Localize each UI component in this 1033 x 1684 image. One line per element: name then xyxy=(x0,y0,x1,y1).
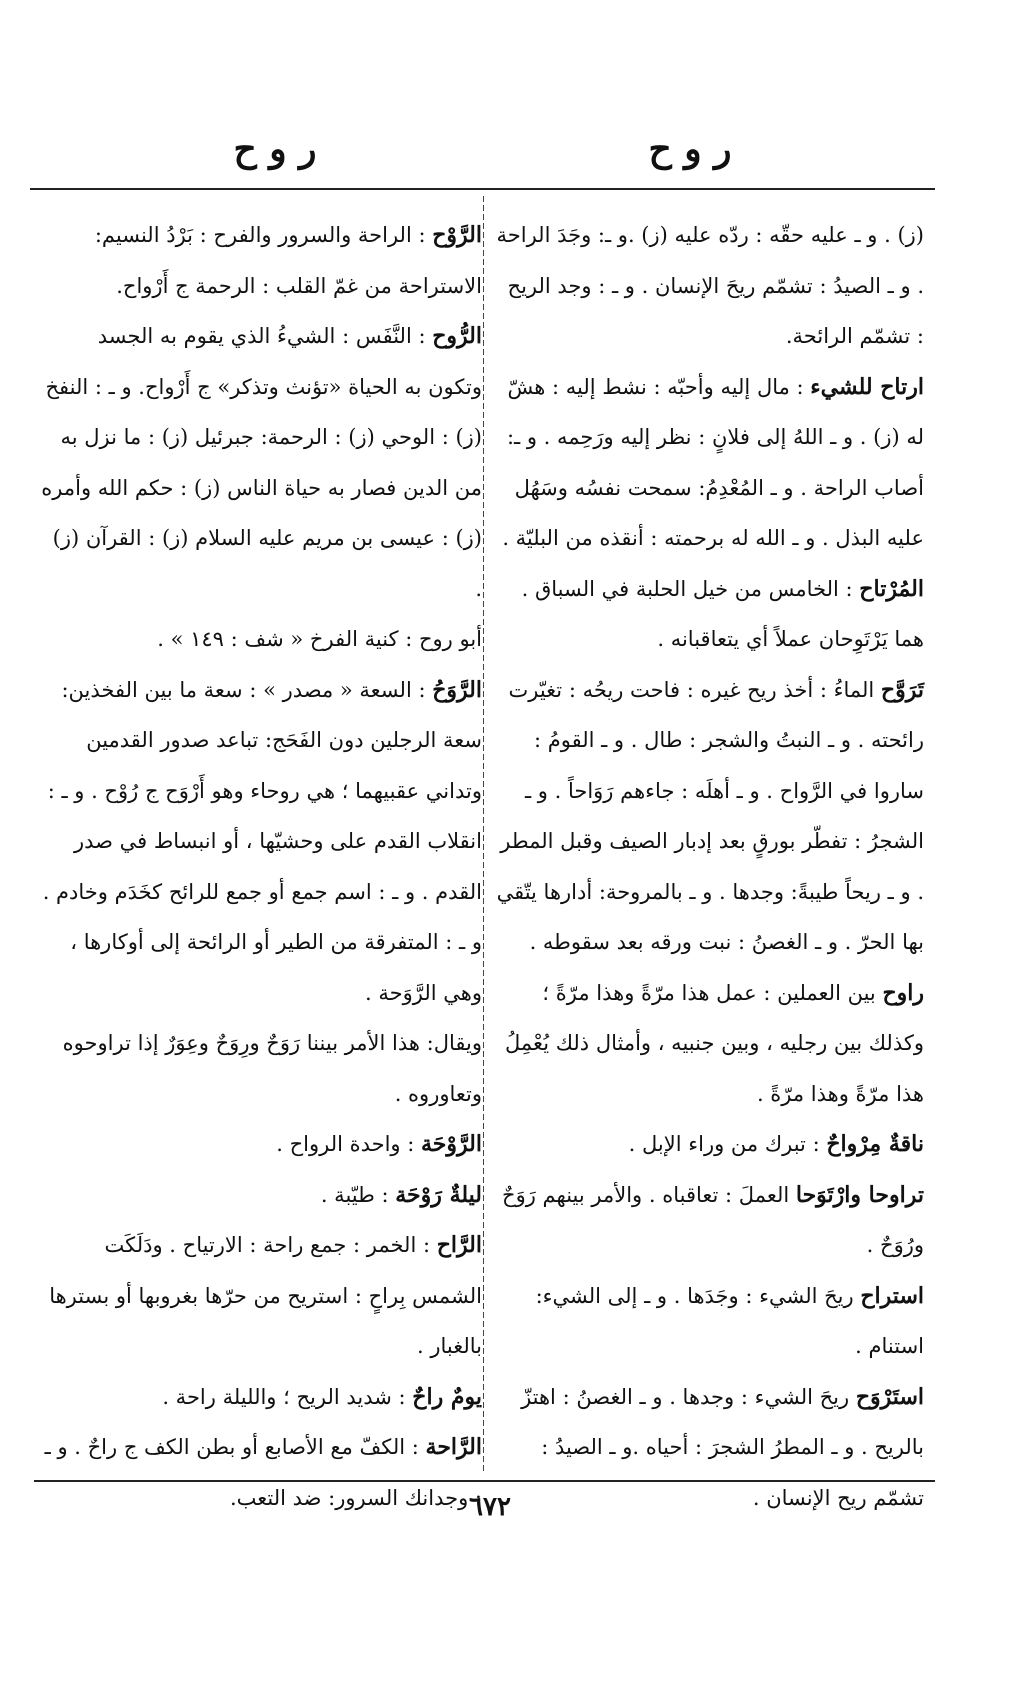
headword: الرَّاح xyxy=(436,1232,482,1258)
definition: : النَّفَس : الشيءُ الذي يقوم به الجسد وتكون به الحياة «تؤنث وتذكر» ج أَرْواح. و ـ : النفخ (ز) : الوحي (ز) : الرحمة: جبرئيل (ز) : ما نزل به من الدين فصار به حياة الناس (ز) : حكم الله وأمره (ز) : عيسى بن مريم عليه السلام (ز) : القرآن (ز) . xyxy=(41,324,482,601)
entry xyxy=(40,1119,482,1170)
entry xyxy=(40,311,482,614)
entry xyxy=(494,968,924,1120)
top-rule xyxy=(30,188,935,190)
headword: الرَّوْحَة xyxy=(421,1131,482,1157)
headword: استراح xyxy=(860,1282,924,1309)
right-column xyxy=(494,210,924,1523)
headword: تراوحا وارْتَوَحا xyxy=(795,1181,924,1208)
entry xyxy=(40,1220,482,1372)
definition: : الكفّ مع الأصابع أو بطن الكف ج راحٌ . و ـ : وجدانك السرور: ضد التعب. xyxy=(44,1435,482,1510)
running-head-left: ر و ح xyxy=(233,128,317,170)
entry xyxy=(40,1372,482,1423)
definition: ريحَ الشيء : وجَدَها . و ـ إلى الشيء: استنام . xyxy=(535,1283,924,1358)
entry xyxy=(494,210,924,362)
entry xyxy=(494,1271,924,1372)
headword: المُرْتاح xyxy=(859,575,924,602)
definition: : الخامس من خيل الحلبة في السباق . هما يَرْتَوِحان عملاً أي يتعاقبانه . xyxy=(521,576,924,651)
definition: أبو روح : كنية الفرخ « شف : ١٤٩ » . xyxy=(157,627,482,651)
headword: الرَّوَحُ xyxy=(432,676,482,703)
definition: : الخمر : جمع راحة : الارتياح . ودَلَكَت الشمس بِراحٍ : استريح من حرّها بغروبها أو بسترها بالغبار . xyxy=(49,1233,482,1358)
entry xyxy=(40,1018,482,1119)
entry xyxy=(40,614,482,665)
definition: : السعة « مصدر » : سعة ما بين الفخذين: سعة الرجلين دون الفَحَج: تباعد صدور القدمين وتداني عقبيهما ؛ هي روحاء وهو أَرْوَح ج رُوْح . و ـ : انقلاب القدم على وحشيّها ، أو انبساط في صدر القدم . و ـ : اسم جمع أو جمع للرائح كخَدَم وخادم . و ـ : المتفرقة من الطير أو الرائحة إلى أوكارها ، وهي الرَّوَحة . xyxy=(42,677,482,1005)
definition: : شديد الريح ؛ والليلة راحة . xyxy=(162,1384,413,1409)
entry xyxy=(40,210,482,311)
headword: الرُّوح xyxy=(432,323,482,349)
headword: ناقةٌ مِرْواحٌ xyxy=(826,1131,924,1157)
definition: العملَ : تعاقباه . والأمر بينهم رَوَحٌ ورُوَحٌ . xyxy=(502,1182,924,1257)
definition: : واحدة الرواح . xyxy=(276,1132,422,1156)
headword: يومٌ راحٌ xyxy=(412,1383,482,1410)
definition: ويقال: هذا الأمر بيننا رَوَحٌ ورِوَحٌ وعِوَرٌ إذا تراوحوه وتعاوروه . xyxy=(62,1031,482,1106)
headword: الرَّاحة xyxy=(425,1434,482,1460)
left-column xyxy=(40,210,482,1523)
bottom-rule xyxy=(34,1480,935,1482)
definition: : طيّبة . xyxy=(320,1182,396,1207)
definition: : مال إليه وأحبّه : نشط إليه : هشّ له (ز) . و ـ اللهُ إلى فلانٍ : نظر إليه ورَحِمه . و ـ: أصاب الراحة . و ـ المُعْدِمُ: سمحت نفسُه وسَهُل عليه البذل . و ـ الله له برحمته : أنقذه من البليّة . xyxy=(502,374,924,550)
entry xyxy=(494,1170,924,1271)
page-number: ٦٧٢ xyxy=(469,1492,511,1522)
headword: راوح xyxy=(882,979,924,1006)
entry xyxy=(40,665,482,1019)
entry xyxy=(494,564,924,665)
entry xyxy=(494,362,924,564)
headword: تَرَوَّح xyxy=(880,676,924,703)
headword: الرَّوْح xyxy=(432,222,482,248)
entry xyxy=(494,1372,924,1524)
entry xyxy=(494,1119,924,1170)
headword: ليلةٌ رَوْحَة xyxy=(395,1181,482,1208)
running-head-right: ر و ح xyxy=(648,128,732,170)
entry xyxy=(494,665,924,968)
headword: استَرْوَح xyxy=(855,1383,924,1410)
definition: : تبرك من وراء الإبل . xyxy=(628,1132,827,1156)
definition: ريحَ الشيء : وجدها . و ـ الغصنُ : اهتزّ بالريح . و ـ المطرُ الشجرَ : أحياه .و ـ الصيدُ : تشمّم ريح الإنسان . xyxy=(521,1384,924,1510)
entry xyxy=(40,1422,482,1523)
column-divider xyxy=(483,196,484,1472)
definition: (ز) . و ـ عليه حقّه : ردّه عليه (ز) .و ـ: وجَدَ الراحة . و ـ الصيدُ : تشمّم ريحَ الإنسان . و ـ : وجد الريح : تشمّم الرائحة. xyxy=(496,223,924,348)
definition: بين العملين : عمل هذا مرّةً وهذا مرّةً ؛ وكذلك بين رجليه ، وبين جنبيه ، وأمثال ذلك يُعْمِلُ هذا مرّةً وهذا مرّةً . xyxy=(505,980,924,1106)
definition: : الراحة والسرور والفرح : بَرْدُ النسيم: الاستراحة من غمّ القلب : الرحمة ج أَرْواح. xyxy=(94,223,482,298)
headword: ارتاح للشيء xyxy=(810,373,924,400)
entry xyxy=(40,1170,482,1221)
definition: الماءُ : أخذ ريح غيره : فاحت ريحُه : تغيّرت رائحته . و ـ النبتُ والشجر : طال . و ـ القومُ : ساروا في الرَّواح . و ـ أهلَه : جاءهم رَوَاحاً . و ـ الشجرُ : تفطّر بورقٍ بعد إدبار الصيف وقبل المطر . و ـ ريحاً طيبةً: وجدها . و ـ بالمروحة: أدارها يتّقي بها الحرّ . و ـ الغصنُ : نبت ورقه بعد سقوطه . xyxy=(496,677,924,954)
